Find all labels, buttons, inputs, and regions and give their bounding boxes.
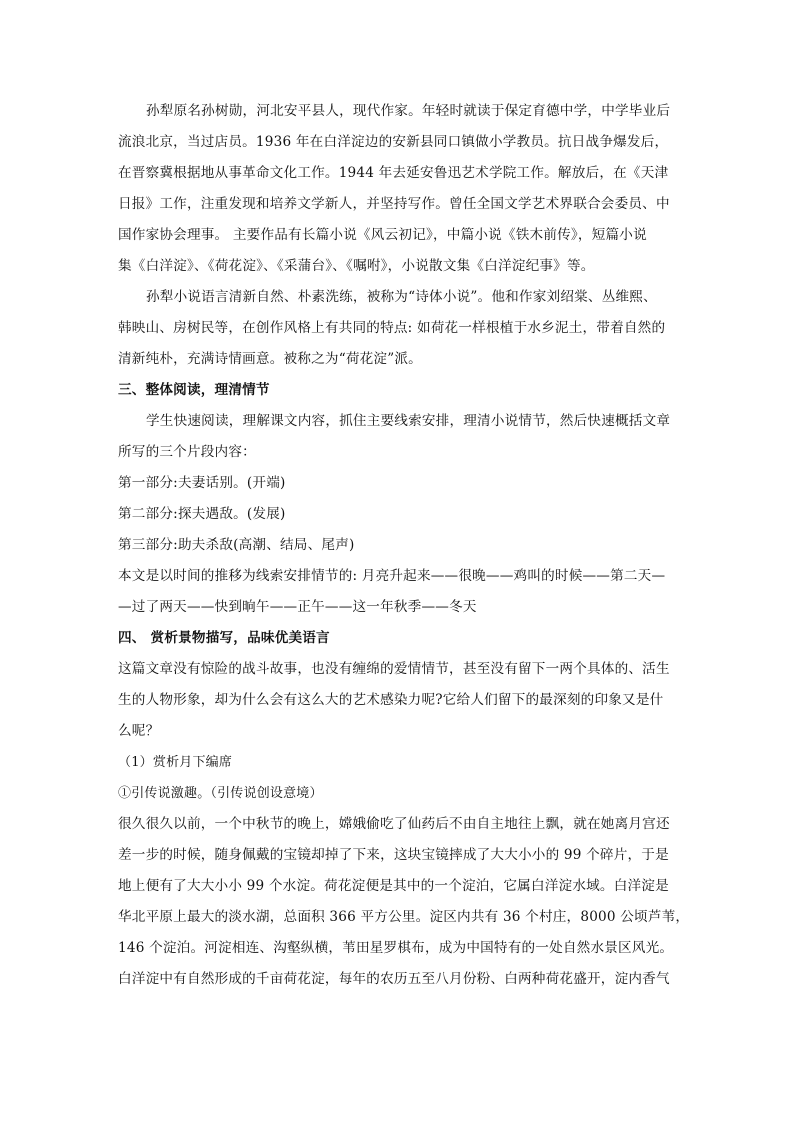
text-line: 孙犁原名孙树勋，河北安平县人，现代作家。年轻时就读于保定育德中学，中学毕业后 bbox=[146, 103, 671, 119]
document-page bbox=[118, 96, 690, 995]
text-line: 146 个淀泊。河淀相连、沟壑纵横，苇田星罗棋布，成为中国特有的一处自然水景区风光。 bbox=[118, 940, 674, 956]
text-line: 差一步的时候，随身佩戴的宝镜却掉了下来，这块宝镜摔成了大大小小的 99 个碎片，于是 bbox=[118, 847, 669, 863]
list-item: 第一部分:夫妻话别。(开端) bbox=[118, 475, 286, 491]
text-line: 在晋察冀根据地从事革命文化工作。1944 年去延安鲁迅艺术学院工作。解放后，在《天津 bbox=[118, 165, 669, 181]
paragraph-timeline bbox=[118, 561, 678, 623]
paragraph-author-bio bbox=[118, 96, 678, 282]
paragraph-legend bbox=[118, 809, 690, 995]
text-line: 孙犁小说语言清新自然、朴素洗练，被称为“诗体小说”。他和作家刘绍棠、丛维熙、 bbox=[146, 289, 657, 305]
subsection-heading: （1）赏析月下编席 bbox=[118, 755, 233, 770]
plot-parts-list bbox=[118, 468, 678, 561]
section-heading-4: 四、 赏析景物描写，品味优美语言 bbox=[118, 630, 330, 646]
text-line: 本文是以时间的推移为线索安排情节的: 月亮升起来——很晚——鸡叫的时候——第二天— bbox=[118, 568, 666, 584]
text-line: 地上便有了大大小小 99 个水淀。荷花淀便是其中的一个淀泊，它属白洋淀水域。白洋淀是 bbox=[118, 878, 669, 894]
section-heading-3: 三、整体阅读，理清情节 bbox=[118, 382, 270, 398]
paragraph-reading bbox=[118, 406, 678, 468]
text-line: 学生快速阅读，理解课文内容，抓住主要线索安排，理清小说情节，然后快速概括文章 bbox=[146, 413, 671, 429]
text-line: 很久很久以前，一个中秋节的晚上，嫦娥偷吃了仙药后不由自主地往上飘，就在她离月宫还 bbox=[118, 816, 670, 832]
text-line: 韩映山、房树民等，在创作风格上有共同的特点: 如荷花一样根植于水乡泥土，带着自然的 bbox=[118, 320, 666, 336]
text-line: 么呢？ bbox=[118, 723, 160, 739]
subsection-item: ①引传说激趣。（引传说创设意境） bbox=[118, 786, 323, 801]
text-line: 日报》工作，注重发现和培养文学新人，并坚持写作。曾任全国文学艺术界联合会委员、中 bbox=[118, 196, 670, 212]
text-line: 流浪北京，当过店员。1936 年在白洋淀边的安新县同口镇做小学教员。抗日战争爆发后， bbox=[118, 134, 669, 150]
paragraph-style bbox=[118, 282, 678, 375]
text-line: 这篇文章没有惊险的战斗故事，也没有缠绵的爱情情节，甚至没有留下一两个具体的、活生 bbox=[118, 661, 670, 677]
text-line: 生的人物形象，却为什么会有这么大的艺术感染力呢?它给人们留下的最深刻的印象又是什 bbox=[118, 692, 664, 708]
text-line: 白洋淀中有自然形成的千亩荷花淀，每年的农历五至八月份粉、白两种荷花盛开，淀内香气 bbox=[118, 971, 670, 987]
list-item: 第二部分:探夫遇敌。(发展) bbox=[118, 506, 286, 522]
text-line: 集《白洋淀》、《荷花淀》、《采蒲台》、《嘱咐》，小说散文集《白洋淀纪事》等。 bbox=[118, 258, 595, 274]
text-line: 华北平原上最大的淡水湖，总面积 366 平方公里。淀区内共有 36 个村庄，8000 公顷芦苇， bbox=[118, 909, 690, 925]
text-line: 所写的三个片段内容： bbox=[118, 444, 256, 460]
text-line: 清新纯朴，充满诗情画意。被称之为“荷花淀”派。 bbox=[118, 351, 422, 367]
text-line: 国作家协会理事。 主要作品有长篇小说《风云初记》，中篇小说《铁木前传》，短篇小说 bbox=[118, 227, 647, 243]
list-item: 第三部分:助夫杀敌(高潮、结局、尾声) bbox=[118, 537, 355, 553]
text-line: —过了两天——快到晌午——正午——这一年秋季——冬天 bbox=[118, 599, 477, 615]
paragraph-question bbox=[118, 654, 678, 747]
